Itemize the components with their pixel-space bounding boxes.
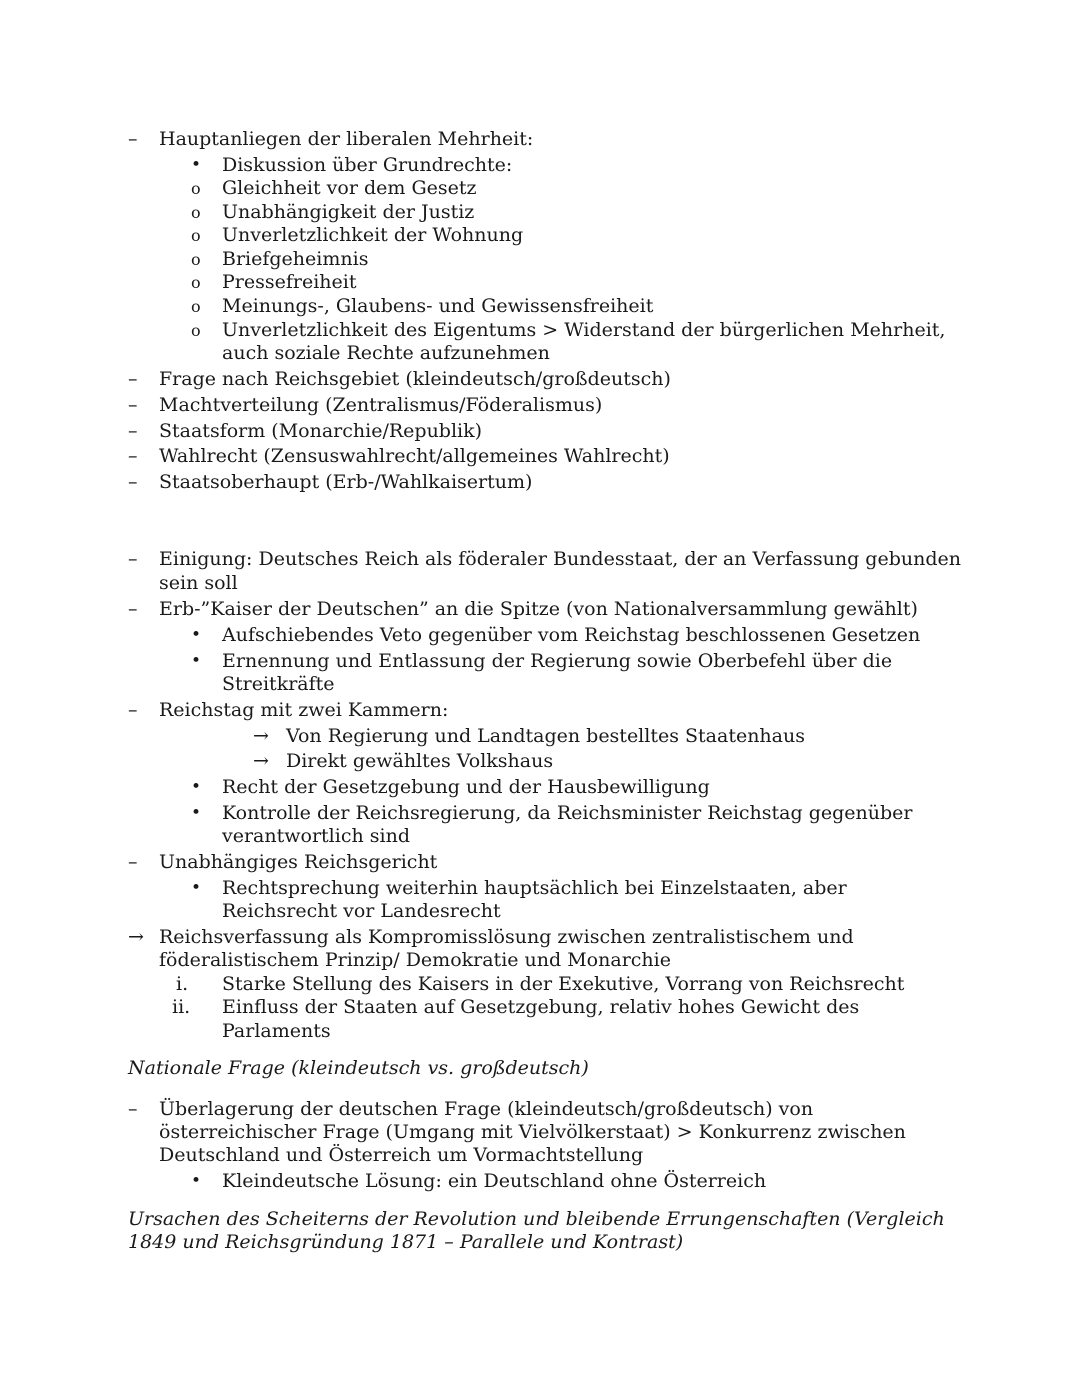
item-text: Wahlrecht (Zensuswahlrecht/allgemeines Wahlrecht) (159, 445, 670, 467)
bullet-icon: • (191, 803, 202, 823)
roman-numeral: i. (176, 973, 189, 995)
dash-marker: – (128, 471, 138, 493)
item-text: Überlagerung der deutschen Frage (kleindeutsch/großdeutsch) von (159, 1098, 814, 1120)
dash-marker: – (128, 699, 138, 721)
item-text: sein soll (159, 572, 238, 594)
item-text: föderalistischem Prinzip/ Demokratie und Monarchie (159, 949, 671, 971)
circle-bullet-icon: o (191, 203, 201, 222)
heading-text: Ursachen des Scheiterns der Revolution und bleibende Errungenschaften (Vergleich (128, 1208, 945, 1230)
item-text: Staatsform (Monarchie/Republik) (159, 420, 483, 442)
circle-bullet-icon: o (191, 321, 201, 340)
bullet-icon: • (191, 155, 202, 175)
item-text: Kleindeutsche Lösung: ein Deutschland ohne Österreich (222, 1170, 767, 1192)
item-text: Reichstag mit zwei Kammern: (159, 699, 449, 721)
roman-numeral: ii. (172, 996, 191, 1018)
item-text: Einigung: Deutsches Reich als föderaler Bundesstaat, der an Verfassung gebunden (159, 548, 961, 570)
arrow-right-icon: → (253, 725, 269, 747)
bullet-icon: • (191, 878, 202, 898)
item-text: Unabhängigkeit der Justiz (222, 201, 475, 223)
dash-marker: – (128, 128, 138, 150)
dash-marker: – (128, 445, 138, 467)
item-text: Starke Stellung des Kaisers in der Exekutive, Vorrang von Reichsrecht (222, 973, 905, 995)
dash-marker: – (128, 1098, 138, 1120)
item-text: Gleichheit vor dem Gesetz (222, 177, 477, 199)
item-text: verantwortlich sind (222, 825, 410, 847)
item-text: Reichsrecht vor Landesrecht (222, 900, 501, 922)
item-text: Staatsoberhaupt (Erb-/Wahlkaisertum) (159, 471, 533, 493)
circle-bullet-icon: o (191, 250, 201, 269)
item-text: Reichsverfassung als Kompromisslösung zwischen zentralistischem und (159, 926, 854, 948)
item-text: Erb-”Kaiser der Deutschen” an die Spitze (von Nationalversammlung gewählt) (159, 598, 918, 620)
item-text: Unverletzlichkeit des Eigentums > Widerstand der bürgerlichen Mehrheit, (222, 319, 946, 341)
item-text: Diskussion über Grundrechte: (222, 154, 513, 176)
item-text: Kontrolle der Reichsregierung, da Reichsminister Reichstag gegenüber (222, 802, 913, 824)
item-text: österreichischer Frage (Umgang mit Vielvölkerstaat) > Konkurrenz zwischen (159, 1121, 906, 1143)
dash-marker: – (128, 548, 138, 570)
item-text: Einfluss der Staaten auf Gesetzgebung, relativ hohes Gewicht des (222, 996, 860, 1018)
dash-marker: – (128, 598, 138, 620)
item-text: Machtverteilung (Zentralismus/Föderalismus) (159, 394, 603, 416)
item-text: Meinungs-, Glaubens- und Gewissensfreiheit (222, 295, 654, 317)
item-text: Hauptanliegen der liberalen Mehrheit: (159, 128, 534, 150)
item-text: Frage nach Reichsgebiet (kleindeutsch/großdeutsch) (159, 368, 671, 390)
item-text: Aufschiebendes Veto gegenüber vom Reichstag beschlossenen Gesetzen (222, 624, 921, 646)
dash-marker: – (128, 368, 138, 390)
item-text: Briefgeheimnis (222, 248, 369, 270)
item-text: Rechtsprechung weiterhin hauptsächlich bei Einzelstaaten, aber (222, 877, 847, 899)
item-text: Direkt gewähltes Volkshaus (286, 750, 554, 772)
bullet-icon: • (191, 651, 202, 671)
dash-marker: – (128, 420, 138, 442)
circle-bullet-icon: o (191, 273, 201, 292)
item-text: Unabhängiges Reichsgericht (159, 851, 438, 873)
circle-bullet-icon: o (191, 297, 201, 316)
heading-text: 1849 und Reichsgründung 1871 – Parallele und Kontrast) (128, 1231, 684, 1253)
bullet-icon: • (191, 777, 202, 797)
circle-bullet-icon: o (191, 226, 201, 245)
arrow-right-icon: → (253, 750, 269, 772)
bullet-icon: • (191, 625, 202, 645)
item-text: Ernennung und Entlassung der Regierung sowie Oberbefehl über die (222, 650, 893, 672)
dash-marker: – (128, 394, 138, 416)
item-text: Pressefreiheit (222, 271, 357, 293)
item-text: Recht der Gesetzgebung und der Hausbewilligung (222, 776, 710, 798)
item-text: Deutschland und Österreich um Vormachtstellung (159, 1144, 644, 1166)
circle-bullet-icon: o (191, 179, 201, 198)
arrow-right-icon: → (128, 926, 144, 948)
heading-text: Nationale Frage (kleindeutsch vs. großdeutsch) (128, 1057, 589, 1079)
item-text: Unverletzlichkeit der Wohnung (222, 224, 524, 246)
item-text: Von Regierung und Landtagen bestelltes Staatenhaus (286, 725, 805, 747)
bullet-icon: • (191, 1171, 202, 1191)
item-text: Parlaments (222, 1020, 331, 1042)
dash-marker: – (128, 851, 138, 873)
item-text: auch soziale Rechte aufzunehmen (222, 342, 550, 364)
item-text: Streitkräfte (222, 673, 335, 695)
